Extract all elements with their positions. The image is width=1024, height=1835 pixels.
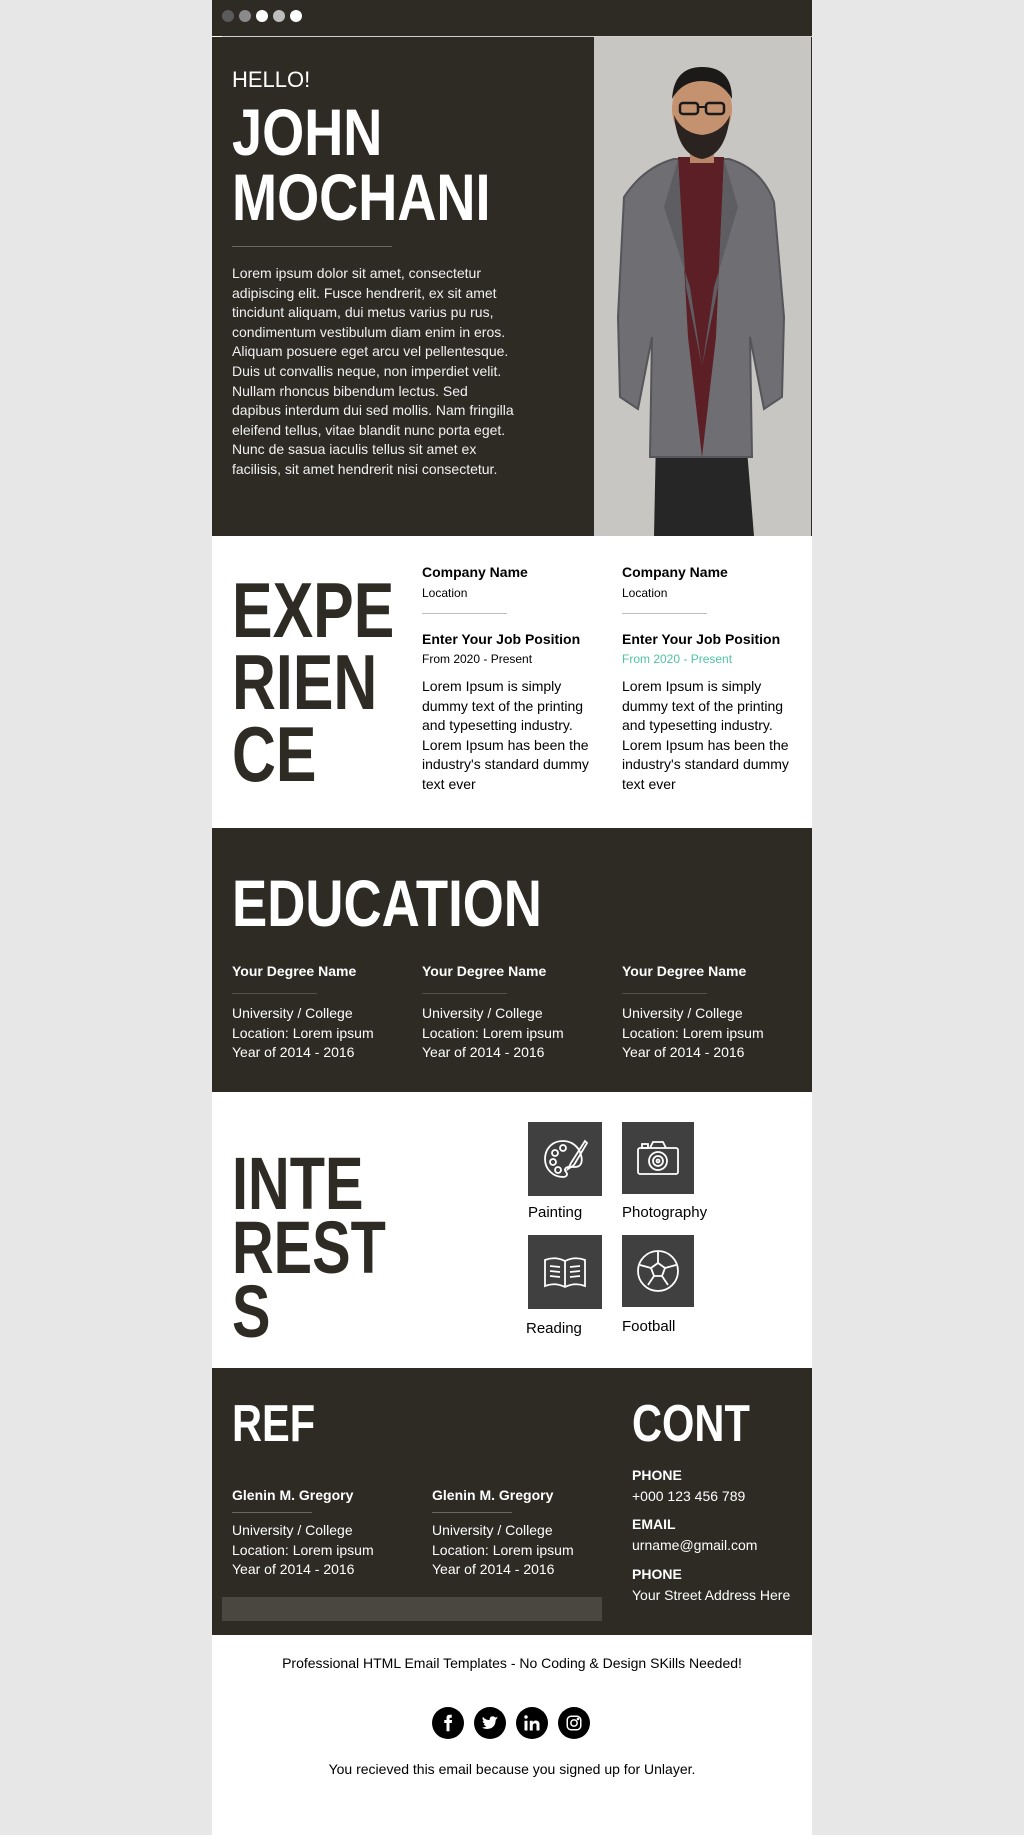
footer <box>212 1635 812 1835</box>
degree-card <box>232 963 407 1063</box>
linkedin-icon[interactable] <box>516 1707 548 1739</box>
contact-label: EMAIL <box>632 1516 676 1532</box>
degree-school: University / College <box>622 1005 743 1021</box>
contact-item <box>632 1516 812 1553</box>
interest-label: Reading <box>526 1320 582 1337</box>
experience-section <box>212 536 812 828</box>
company-location: Location <box>422 586 468 600</box>
last-name: MOCHANI <box>232 160 491 234</box>
job-divider <box>422 613 507 614</box>
contact-title: CONT <box>632 1395 750 1453</box>
reference-card <box>432 1487 607 1580</box>
degree-school: University / College <box>232 1005 353 1021</box>
degree-years: Year of 2014 - 2016 <box>622 1044 745 1061</box>
footer-tagline: Professional HTML Email Templates - No Coding & Design SKills Needed! <box>282 1655 742 1671</box>
dot-icon <box>290 10 302 22</box>
reference-location: Location: Lorem ipsum <box>232 1541 374 1558</box>
degree-name: Your Degree Name <box>232 963 357 979</box>
degree-years: Year of 2014 - 2016 <box>422 1044 545 1061</box>
football-icon <box>622 1235 694 1307</box>
degree-location: Location: Lorem ipsum <box>422 1024 564 1041</box>
social-links <box>432 1707 590 1739</box>
interests-title-line: REST <box>232 1206 386 1289</box>
company-name: Company Name <box>622 564 728 580</box>
contact-value: Your Street Address Here <box>632 1587 791 1603</box>
contact-value[interactable]: urname@gmail.com <box>632 1537 758 1553</box>
dot-icon <box>222 10 234 22</box>
reference-bar <box>222 1597 602 1621</box>
twitter-icon[interactable] <box>474 1707 506 1739</box>
degree-card <box>422 963 597 1063</box>
reference-school: University / College <box>232 1522 353 1538</box>
interest-label: Football <box>622 1318 676 1335</box>
instagram-icon[interactable] <box>558 1707 590 1739</box>
reference-school: University / College <box>432 1522 553 1538</box>
job-position: Enter Your Job Position <box>422 631 581 647</box>
reference-years: Year of 2014 - 2016 <box>232 1561 355 1578</box>
degree-card <box>622 963 797 1063</box>
experience-title-line: EXPE <box>232 566 395 654</box>
first-name: JOHN <box>232 95 383 169</box>
email-body <box>212 0 812 1835</box>
reference-divider <box>432 1512 512 1513</box>
job-card <box>622 564 792 795</box>
hero-divider <box>232 246 392 247</box>
window-dots <box>222 10 302 22</box>
reference-card <box>232 1487 407 1580</box>
degree-divider <box>232 993 317 994</box>
dot-icon <box>273 10 285 22</box>
job-position: Enter Your Job Position <box>622 631 781 647</box>
top-bar <box>212 0 812 36</box>
contact-item <box>632 1467 812 1504</box>
degree-location: Location: Lorem ipsum <box>232 1024 374 1041</box>
footer-notice: You recieved this email because you signed up for Unlayer. <box>328 1761 696 1777</box>
interest-label: Painting <box>528 1204 583 1221</box>
reference-years: Year of 2014 - 2016 <box>432 1561 555 1578</box>
job-period: From 2020 - Present <box>622 652 733 666</box>
interests-title-line: INTE <box>232 1142 364 1225</box>
job-card <box>422 564 592 795</box>
interests-title-line: S <box>232 1270 271 1353</box>
hero-section <box>212 37 812 536</box>
degree-years: Year of 2014 - 2016 <box>232 1044 355 1061</box>
degree-location: Location: Lorem ipsum <box>622 1024 764 1041</box>
degree-divider <box>622 993 707 994</box>
contact-value[interactable]: +000 123 456 789 <box>632 1488 746 1504</box>
greeting: HELLO! <box>232 67 311 92</box>
degree-school: University / College <box>422 1005 543 1021</box>
interest-label: Photography <box>622 1204 708 1221</box>
book-icon <box>528 1235 602 1309</box>
degree-divider <box>422 993 507 994</box>
interests-section <box>212 1092 812 1368</box>
reference-location: Location: Lorem ipsum <box>432 1541 574 1558</box>
reference-name: Glenin M. Gregory <box>232 1487 354 1503</box>
experience-title-line: CE <box>232 710 317 798</box>
camera-icon <box>622 1122 694 1194</box>
contact-item <box>632 1566 812 1603</box>
company-name: Company Name <box>422 564 528 580</box>
facebook-icon[interactable] <box>432 1707 464 1739</box>
palette-icon <box>528 1122 602 1196</box>
company-location: Location <box>622 586 668 600</box>
education-section <box>212 828 812 1092</box>
dot-icon <box>256 10 268 22</box>
degree-name: Your Degree Name <box>422 963 547 979</box>
person-illustration <box>594 37 811 536</box>
job-description: Lorem Ipsum is simply dummy text of the printing and typesetting industry. Lorem Ipsum has been the industry's standard dummy text ever <box>622 678 789 792</box>
degree-name: Your Degree Name <box>622 963 747 979</box>
job-description: Lorem Ipsum is simply dummy text of the printing and typesetting industry. Lorem Ipsum has been the industry's standard dummy text ever <box>422 678 589 792</box>
references-title: REF <box>232 1395 316 1453</box>
reference-name: Glenin M. Gregory <box>432 1487 554 1503</box>
intro-text: Lorem ipsum dolor sit amet, consectetur adipiscing elit. Fusce hendrerit, ex sit amet tincidunt aliquam, dui metus varius pu rus, condimentum vestibulum diam enim in eros. Aliquam posuere eget arcu vel pellentesque. Duis ut convallis neque, non imperdiet velit. Nullam rhoncus bibendum lectus. Sed dapibus interdum dui sed mollis. Nam fringilla eleifend tellus, vitae blandit nunc porta eget. Nunc de sasua iaculis tellus sit amet ex facilisis, sit amet hendrerit nisi consectetur. <box>232 265 514 477</box>
dot-icon <box>239 10 251 22</box>
job-divider <box>622 613 707 614</box>
job-period: From 2020 - Present <box>422 652 533 666</box>
references-section <box>212 1368 812 1635</box>
contact-label: PHONE <box>632 1467 682 1483</box>
experience-title-line: RIEN <box>232 638 378 726</box>
reference-divider <box>232 1512 312 1513</box>
contact-label: PHONE <box>632 1566 682 1582</box>
education-title: EDUCATION <box>232 866 542 940</box>
profile-photo <box>594 37 811 536</box>
